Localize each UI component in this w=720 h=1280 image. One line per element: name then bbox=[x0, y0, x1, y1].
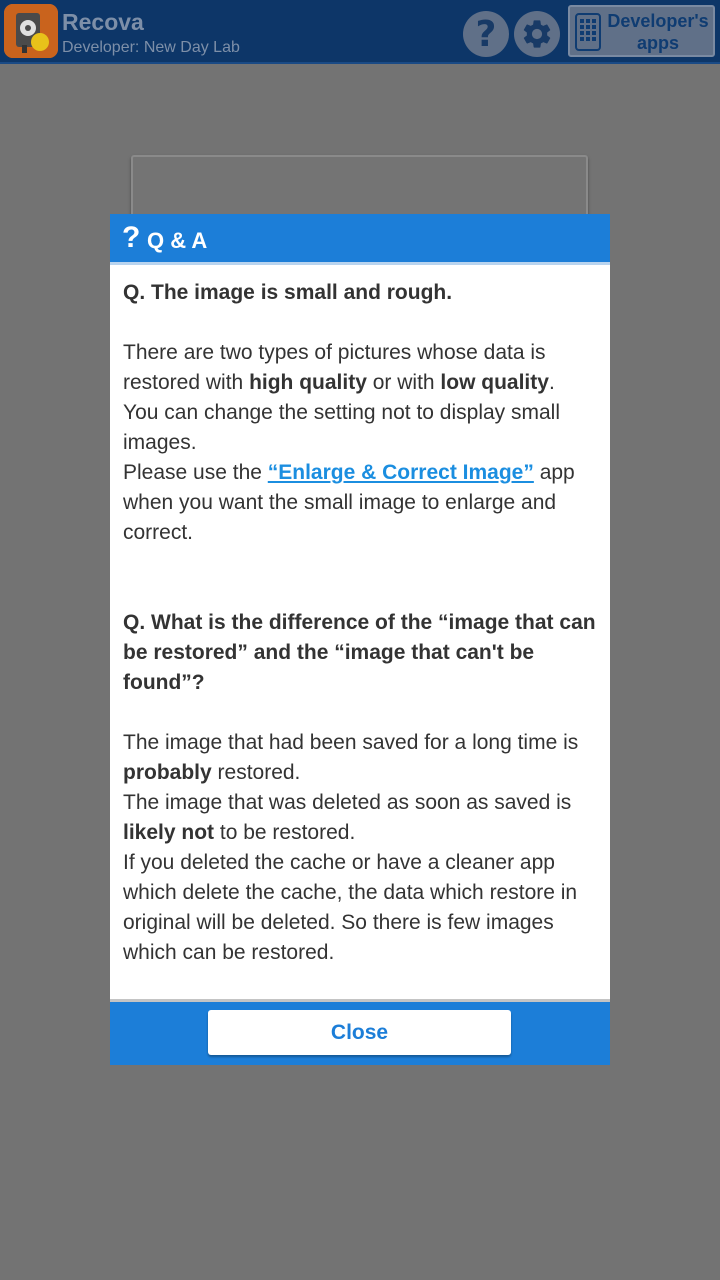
question-2: Q. What is the difference of the “image that can be restored” and the “image that can't be found”? bbox=[123, 611, 596, 694]
gear-icon bbox=[520, 17, 554, 51]
help-button[interactable] bbox=[463, 11, 509, 57]
dialog-footer bbox=[110, 999, 610, 1065]
answer-2-paragraph-2: The image that was deleted as soon as saved is likely not to be restored. bbox=[123, 791, 572, 844]
dialog-header bbox=[110, 214, 610, 265]
answer-1-paragraph-1: There are two types of pictures whose data is restored with high quality or with low quality. bbox=[123, 341, 555, 394]
close-button[interactable]: Close bbox=[208, 1010, 511, 1055]
developer-apps-button[interactable] bbox=[568, 5, 715, 57]
dialog-title: Q & A bbox=[147, 228, 208, 253]
question-mark-icon: ? bbox=[122, 221, 141, 254]
qa-dialog bbox=[110, 214, 610, 1065]
phone-grid-icon bbox=[575, 13, 601, 51]
app-title: Recova bbox=[62, 9, 144, 35]
question-1: Q. The image is small and rough. bbox=[123, 281, 453, 304]
developer-name: Developer: New Day Lab bbox=[62, 39, 240, 56]
help-icon: ? bbox=[475, 13, 497, 55]
answer-1-paragraph-2: You can change the setting not to display small images. bbox=[123, 401, 561, 454]
app-header bbox=[0, 0, 720, 64]
developer-apps-label: Developer's apps bbox=[607, 11, 709, 53]
answer-2-paragraph-3: If you deleted the cache or have a cleaner app which delete the cache, the data which restore in original will be deleted. So there is few images which can be restored. bbox=[123, 851, 578, 964]
dialog-body[interactable] bbox=[123, 278, 601, 968]
answer-1-paragraph-3: Please use the “Enlarge & Correct Image” app when you want the small image to enlarge and correct. bbox=[123, 461, 575, 544]
answer-2-paragraph-1: The image that had been saved for a long time is probably restored. bbox=[123, 731, 579, 784]
enlarge-correct-image-link[interactable]: “Enlarge & Correct Image” bbox=[267, 461, 534, 484]
app-logo-icon bbox=[4, 4, 58, 58]
settings-button[interactable] bbox=[514, 11, 560, 57]
